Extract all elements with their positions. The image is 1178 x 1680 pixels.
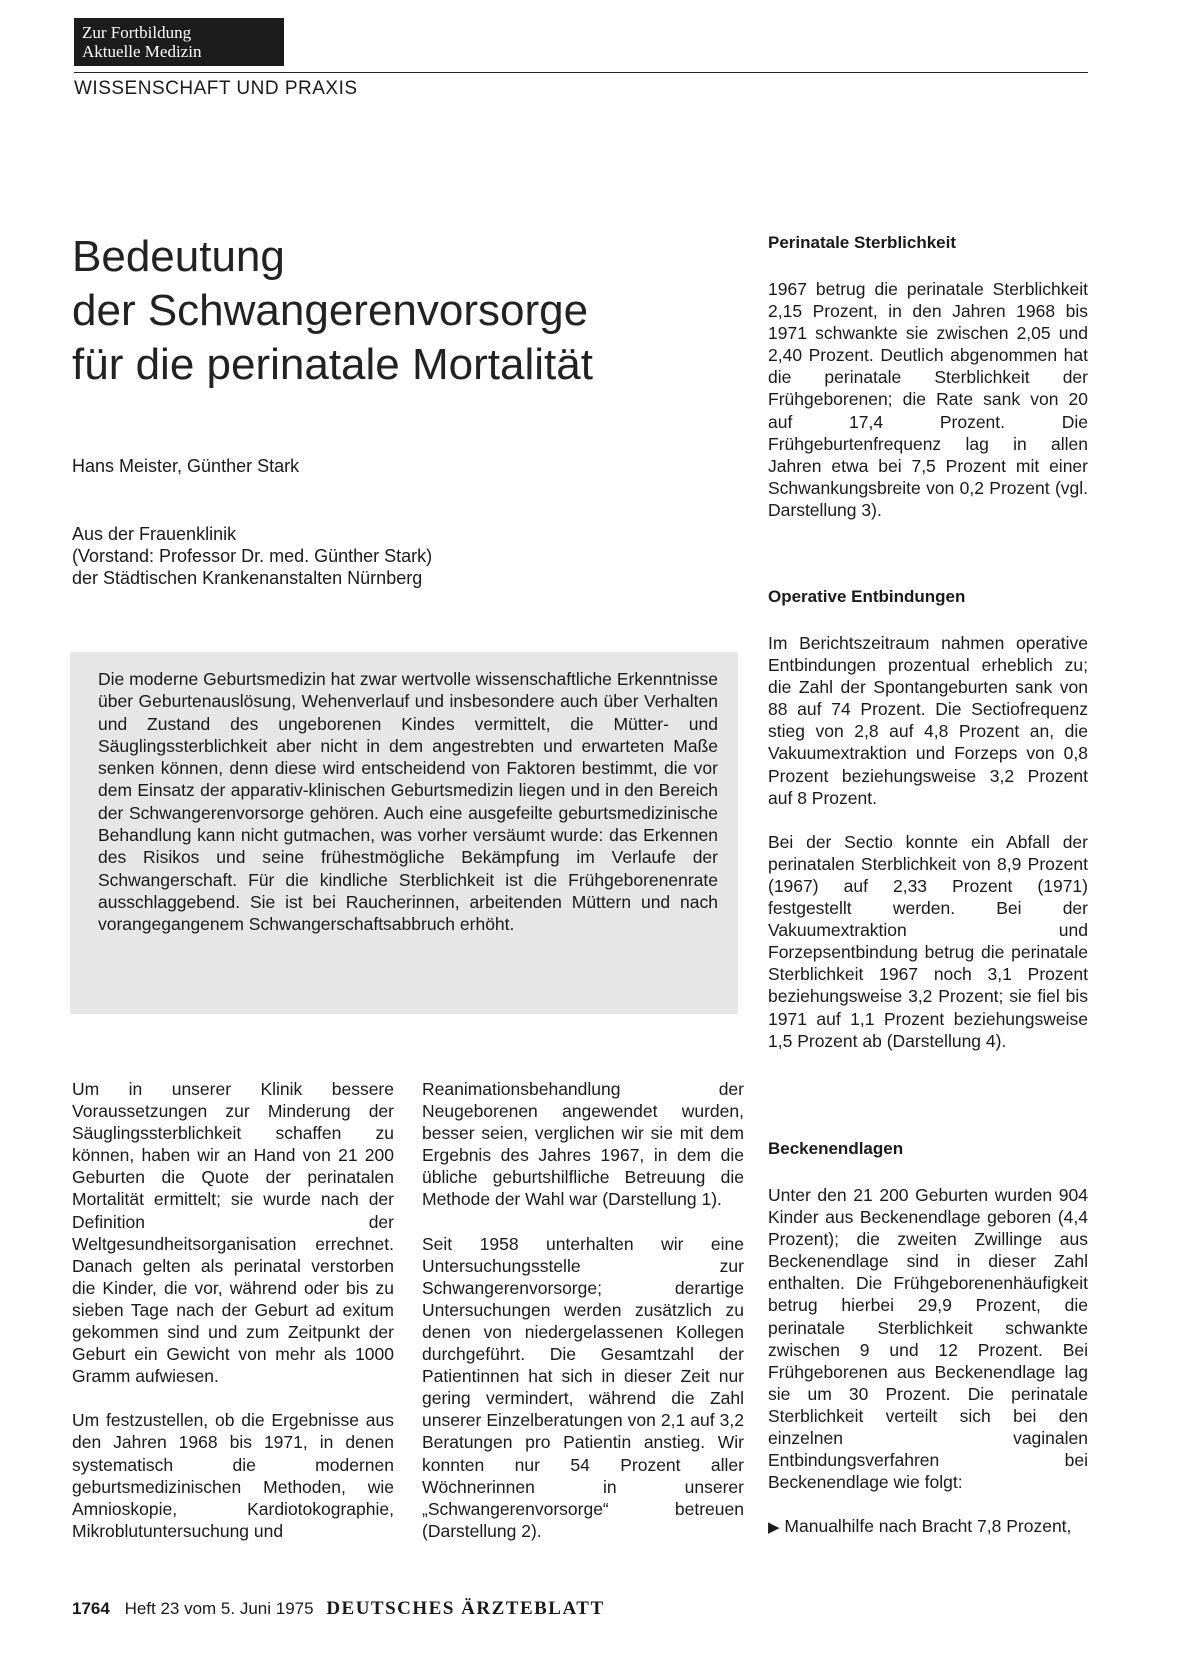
bullet-text: Manualhilfe nach Bracht 7,8 Prozent, [784, 1516, 1072, 1537]
paragraph: Unter den 21 200 Geburten wurden 904 Kinder aus Beckenendlage geboren (4,4 Prozent); die zweiten Zwillinge aus Beckenendlage sind in dieser Zahl enthalten. Die Frühgeborenenhäufigkeit betrug hierbei 29,9 Prozent, die perinatale Sterblichkeit schwankte zwischen 9 und 12 Prozent. Bei Frühgeborenen aus Beckenendlage lag sie um 30 Prozent. Die perinatale Sterblichkeit verteilt sich bei den einzelnen vaginalen Entbindungsverfahren bei Beckenendlage wie folgt: [768, 1185, 1088, 1493]
section-operative [768, 586, 1088, 1074]
affiliation-line-3: der Städtischen Krankenanstalten Nürnberg [72, 568, 423, 588]
heading-operative-entbindungen: Operative Entbindungen [768, 587, 966, 606]
paragraph: Reanimationsbehandlung der Neugeborenen angewendet wurden, besser seien, verglichen wir sie mit dem Ergebnis des Jahres 1967, in dem die übliche geburtshilfliche Betreuung die Methode der Wahl war (Darstellung 1). [422, 1079, 744, 1210]
section-perinatal [768, 232, 1088, 543]
authors: Hans Meister, Günther Stark [72, 456, 300, 476]
page-number: 1764 [72, 1599, 110, 1618]
page-footer [72, 1598, 605, 1620]
section-label: WISSENSCHAFT UND PRAXIS [74, 78, 358, 99]
paragraph: 1967 betrug die perinatale Sterblichkeit 2,15 Prozent, in den Jahren 1968 bis 1971 schwankte sie zwischen 2,05 und 2,40 Prozent. Deutlich abgenommen hat die perinatale Sterblichkeit der Frühgeborenen; die Rate sank von 20 auf 17,4 Prozent. Die Frühgeburtenfrequenz lag in allen Jahren etwa bei 7,5 Prozent mit einer Schwankungsbreite von 0,2 Prozent (vgl. Darstellung 3). [768, 279, 1088, 520]
heading-perinatale-sterblichkeit: Perinatale Sterblichkeit [768, 233, 957, 252]
journal-name: DEUTSCHES ÄRZTEBLATT [326, 1598, 605, 1619]
title-line-1: Bedeutung [72, 232, 285, 281]
category-line-1: Zur Fortbildung [82, 23, 192, 42]
paragraph: Bei der Sectio konnte ein Abfall der perinatalen Sterblichkeit von 8,9 Prozent (1967) auf 2,33 Prozent (1971) festgestellt werden. Bei der Vakuumextraktion und Forzepsentbindung betrug die perinatale Sterblichkeit 1967 noch 3,1 Prozent beziehungsweise 3,2 Prozent; sie fiel bis 1971 auf 1,1 Prozent beziehungsweise 1,5 Prozent ab (Darstellung 4). [768, 831, 1088, 1051]
affiliation-line-1: Aus der Frauenklinik [72, 524, 237, 544]
abstract-box [70, 652, 738, 1014]
paragraph: Seit 1958 unterhalten wir eine Untersuchungsstelle zur Schwangerenvorsorge; derartige Untersuchungen werden zusätzlich zu denen von niedergelassenen Kollegen durchgeführt. Die Gesamtzahl der Patientinnen hat sich in dieser Zeit nur gering vermindert, während die Zahl unserer Einzelberatungen von 2,1 auf 3,2 Beratungen pro Patientin anstieg. Wir konnten nur 54 Prozent aller Wöchnerinnen in unserer „Schwangerenvorsorge“ betreuen (Darstellung 2). [422, 1233, 744, 1541]
triangle-bullet-icon: ▶ [768, 1519, 780, 1537]
paragraph: Um in unserer Klinik bessere Voraussetzungen zur Minderung der Säuglingssterblichkeit schaffen zu können, haben wir an Hand von 21 200 Geburten die Quote der perinatalen Mortalität ermittelt; sie wurde nach der Definition der Weltgesundheitsorganisation errechnet. Danach gelten als perinatal verstorben die Kinder, die vor, während oder bis zu sieben Tage nach der Geburt ad exitum gekommen sind und zum Zeitpunkt der Geburt ein Gewicht von mehr als 1000 Gramm aufwiesen. [72, 1079, 394, 1387]
bullet-item [768, 1515, 1088, 1539]
category-tag [74, 18, 284, 66]
paragraph: Im Berichtszeitraum nahmen operative Entbindungen prozentual erheblich zu; die Zahl der Spontangeburten sank von 88 auf 74 Prozent. Die Sectiofrequenz stieg von 2,8 auf 4,8 Prozent an, die Vakuumextraktion und Forzeps von 0,8 Prozent beziehungsweise 3,2 Prozent auf 8 Prozent. [768, 633, 1088, 808]
section-beckenendlagen [768, 1138, 1088, 1561]
title-line-2: der Schwangerenvorsorge [72, 286, 589, 335]
issue-info: Heft 23 vom 5. Juni 1975 [124, 1599, 314, 1618]
abstract-text: Die moderne Geburtsmedizin hat zwar wertvolle wissenschaftliche Erkenntnisse über Geburtenauslösung, Wehenverlauf und insbesondere auch über Verhalten und Zustand des ungeborenen Kindes vermittelt, die Mütter- und Säuglingssterblichkeit aber nicht in dem angestrebten und erwarteten Maße senken können, denn diese wird entscheidend von Faktoren bestimmt, die vor dem Einsatz der apparativ-klinischen Geburtsmedizin liegen und in den Bereich der Schwangerenvorsorge gehören. Auch eine ausgefeilte geburtsmedizinische Behandlung kann nicht gutmachen, was vorher versäumt wurde: das Erkennen des Risikos und seine frühestmögliche Bekämpfung im Verlaufe der Schwangerschaft. Für die kindliche Sterblichkeit ist die Frühgeborenenrate ausschlaggebend. Sie ist bei Raucherinnen, arbeitenden Müttern und nach vorangegangenem Schwangerschaftsabbruch erhöht. [98, 669, 718, 935]
body-column-left [72, 1078, 394, 1564]
category-line-2: Aktuelle Medizin [82, 42, 202, 61]
paragraph: Um festzustellen, ob die Ergebnisse aus den Jahren 1968 bis 1971, in denen systematisch die modernen geburtsmedizinischen Methoden, wie Amnioskopie, Kardiotokographie, Mikroblutuntersuchung und [72, 1410, 394, 1541]
affiliation [72, 523, 432, 589]
article-title [72, 230, 692, 392]
header-rule [74, 72, 1088, 73]
heading-beckenendlagen: Beckenendlagen [768, 1139, 904, 1158]
body-column-middle [422, 1078, 744, 1564]
title-line-3: für die perinatale Mortalität [72, 340, 593, 389]
affiliation-line-2: (Vorstand: Professor Dr. med. Günther Stark) [72, 546, 433, 566]
